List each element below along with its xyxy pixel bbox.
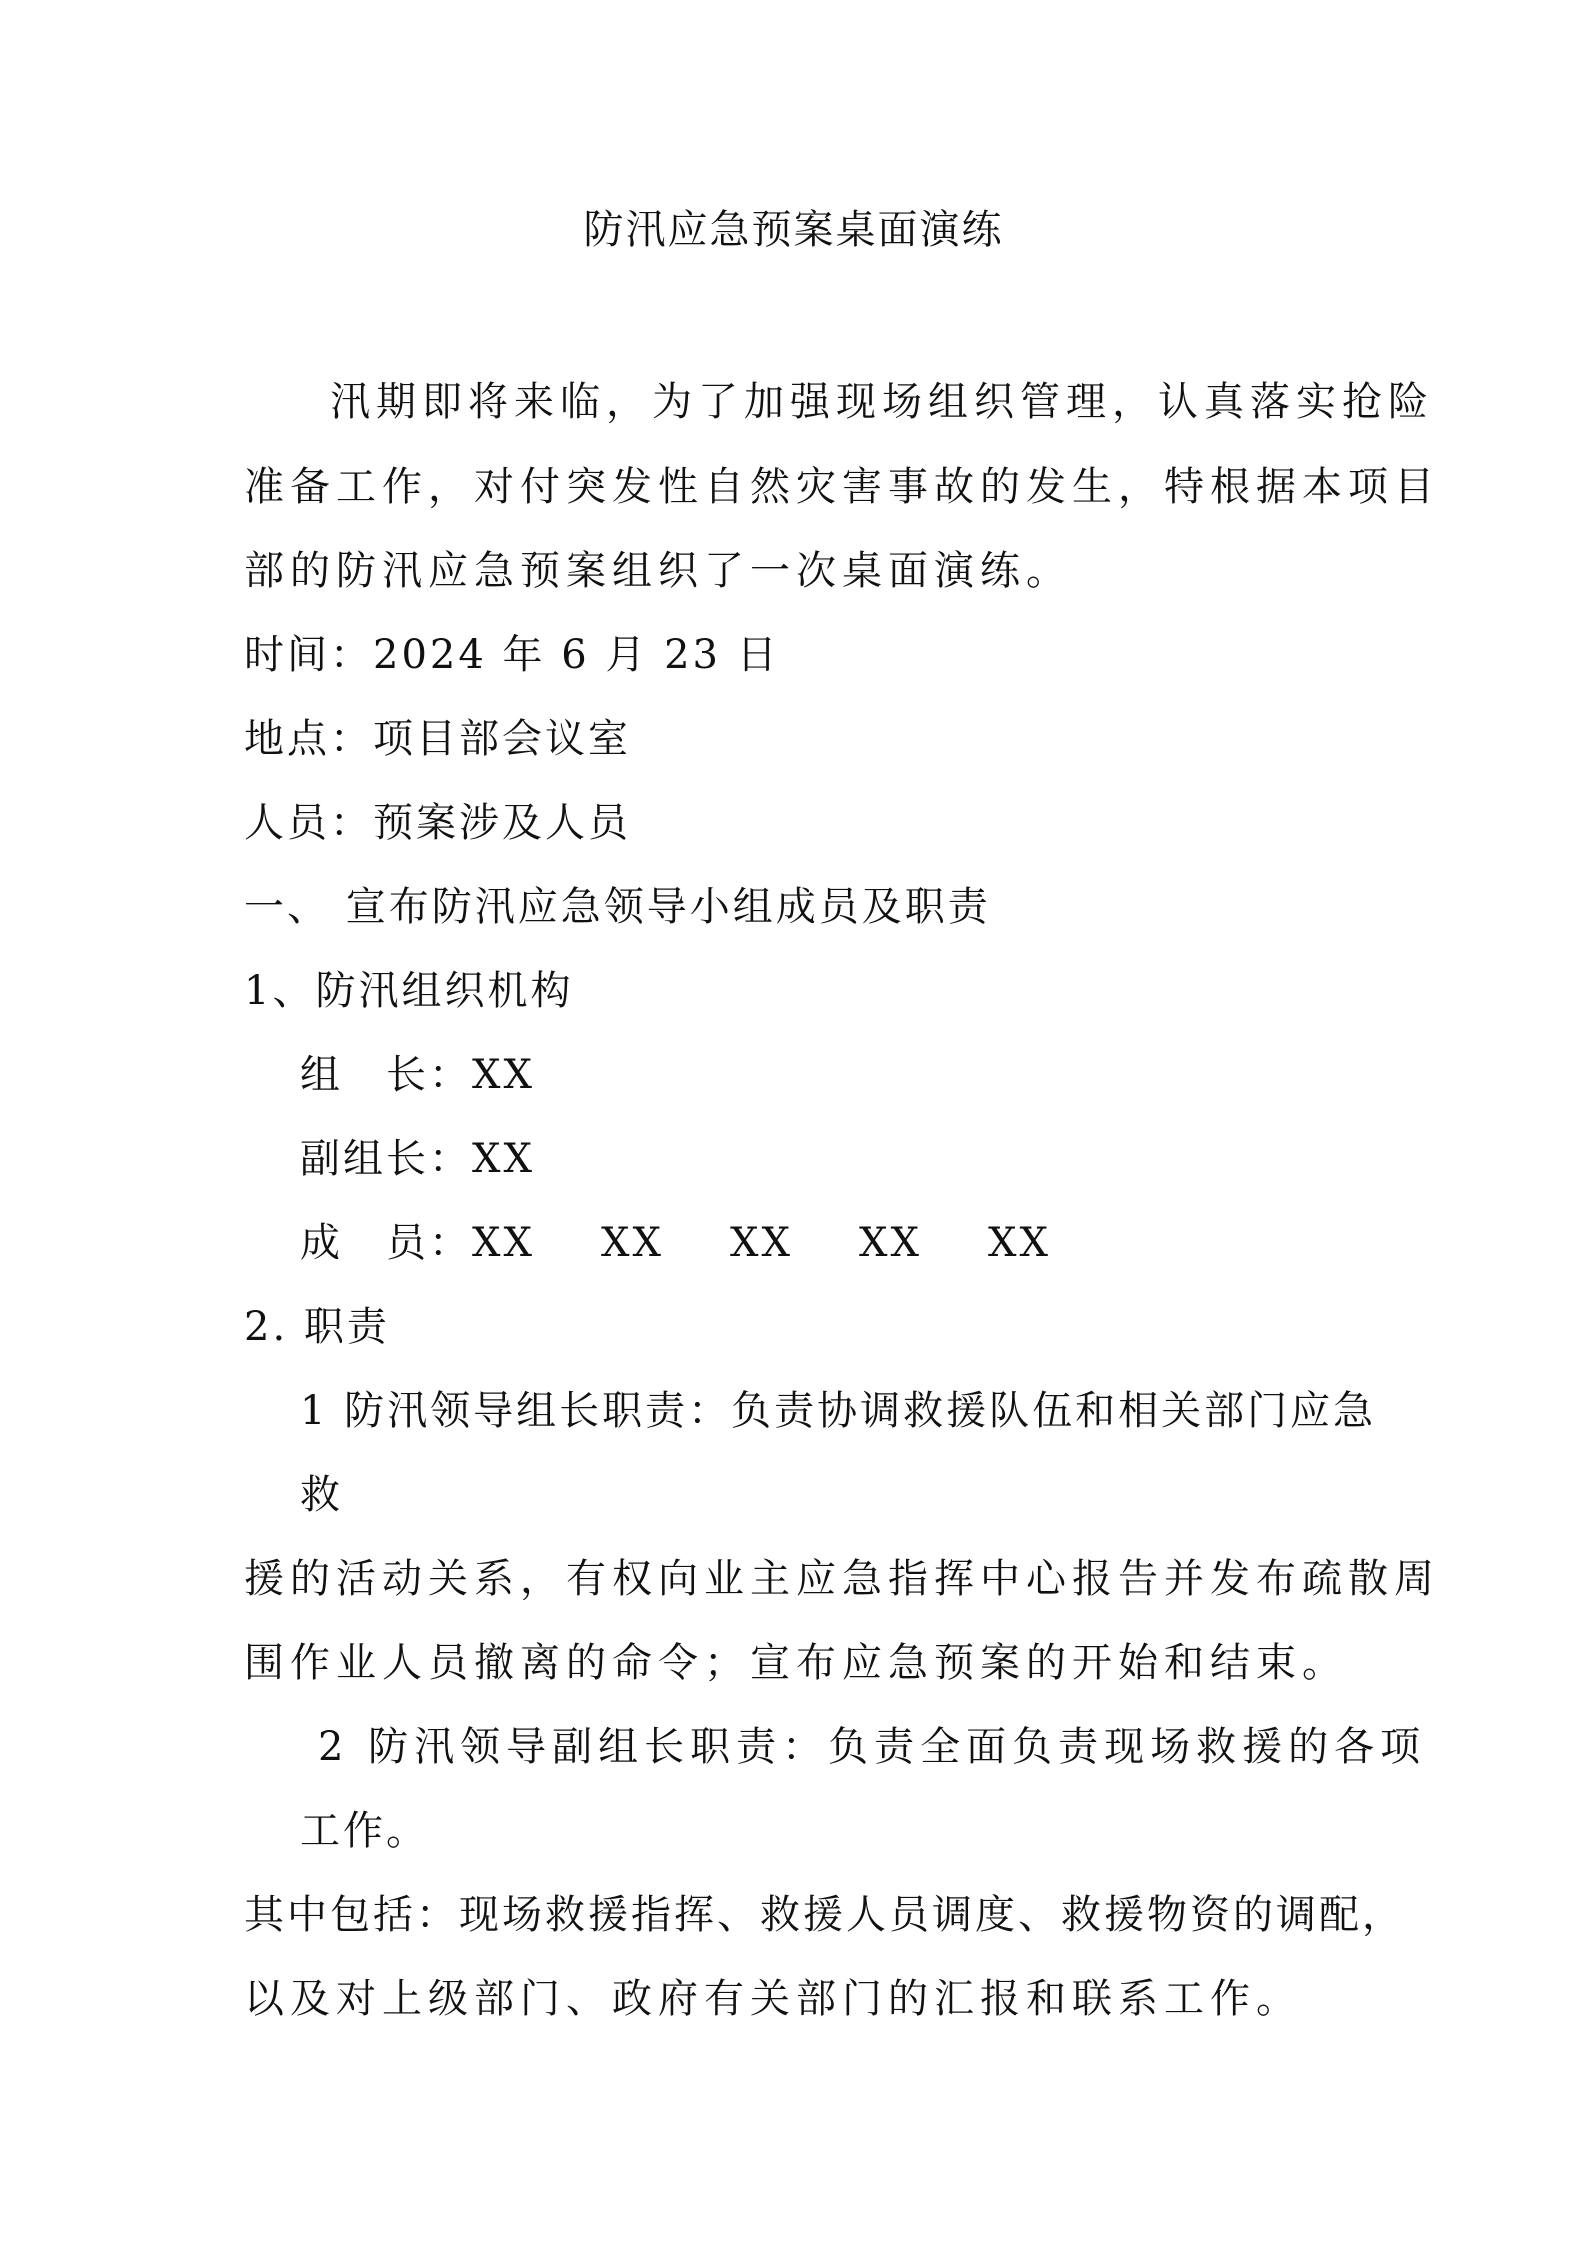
people-line: 人员：预案涉及人员 [244,800,631,846]
member-name: XX [988,1220,1051,1266]
members-label: 成 员： [300,1220,472,1266]
deputy-leader-label: 副组长： [300,1136,472,1182]
org-structure-heading: 1、防汛组织机构 [244,968,574,1014]
intro-line-2: 准备工作，对付突发性自然灾害事故的发生，特根据本项目 [244,464,1440,510]
leader-row [300,1045,535,1105]
section-2-heading: 2. 职责 [244,1304,390,1350]
time-line: 时间：2024 年 6 月 23 日 [244,632,780,678]
leader-label: 组 长： [300,1052,472,1098]
duty-1-line-4: 围作业人员撤离的命令；宣布应急预案的开始和结束。 [244,1640,1348,1686]
section-1-heading: 一、 宣布防汛应急领导小组成员及职责 [244,884,991,930]
deputy-leader-row [300,1129,535,1189]
duty-2-line-1: 2 防汛领导副组长职责：负责全面负责现场救援的各项 [318,1724,1427,1770]
duty-2-line-3: 其中包括：现场救援指挥、救援人员调度、救援物资的调配， [244,1892,1405,1938]
document-title: 防汛应急预案桌面演练 [583,207,1004,253]
member-name: XX [472,1220,535,1266]
member-name: XX [859,1220,922,1266]
duty-1-line-1: 1 防汛领导组长职责：负责协调救援队伍和相关部门应急 [300,1388,1377,1434]
duty-1-line-3: 援的活动关系，有权向业主应急指挥中心报告并发布疏散周 [244,1556,1440,1602]
place-line: 地点：项目部会议室 [244,716,631,762]
duty-1-line-2: 救 [300,1472,343,1518]
duty-2-line-4: 以及对上级部门、政府有关部门的汇报和联系工作。 [244,1976,1302,2022]
leader-value: XX [472,1052,535,1098]
members-row [300,1213,1051,1273]
member-name: XX [601,1220,664,1266]
intro-line-3: 部的防汛应急预案组织了一次桌面演练。 [244,548,1072,594]
member-name: XX [730,1220,793,1266]
duty-2-line-2: 工作。 [300,1808,429,1854]
deputy-leader-value: XX [472,1136,535,1182]
intro-line-1: 汛期即将来临，为了加强现场组织管理，认真落实抢险 [330,379,1434,425]
